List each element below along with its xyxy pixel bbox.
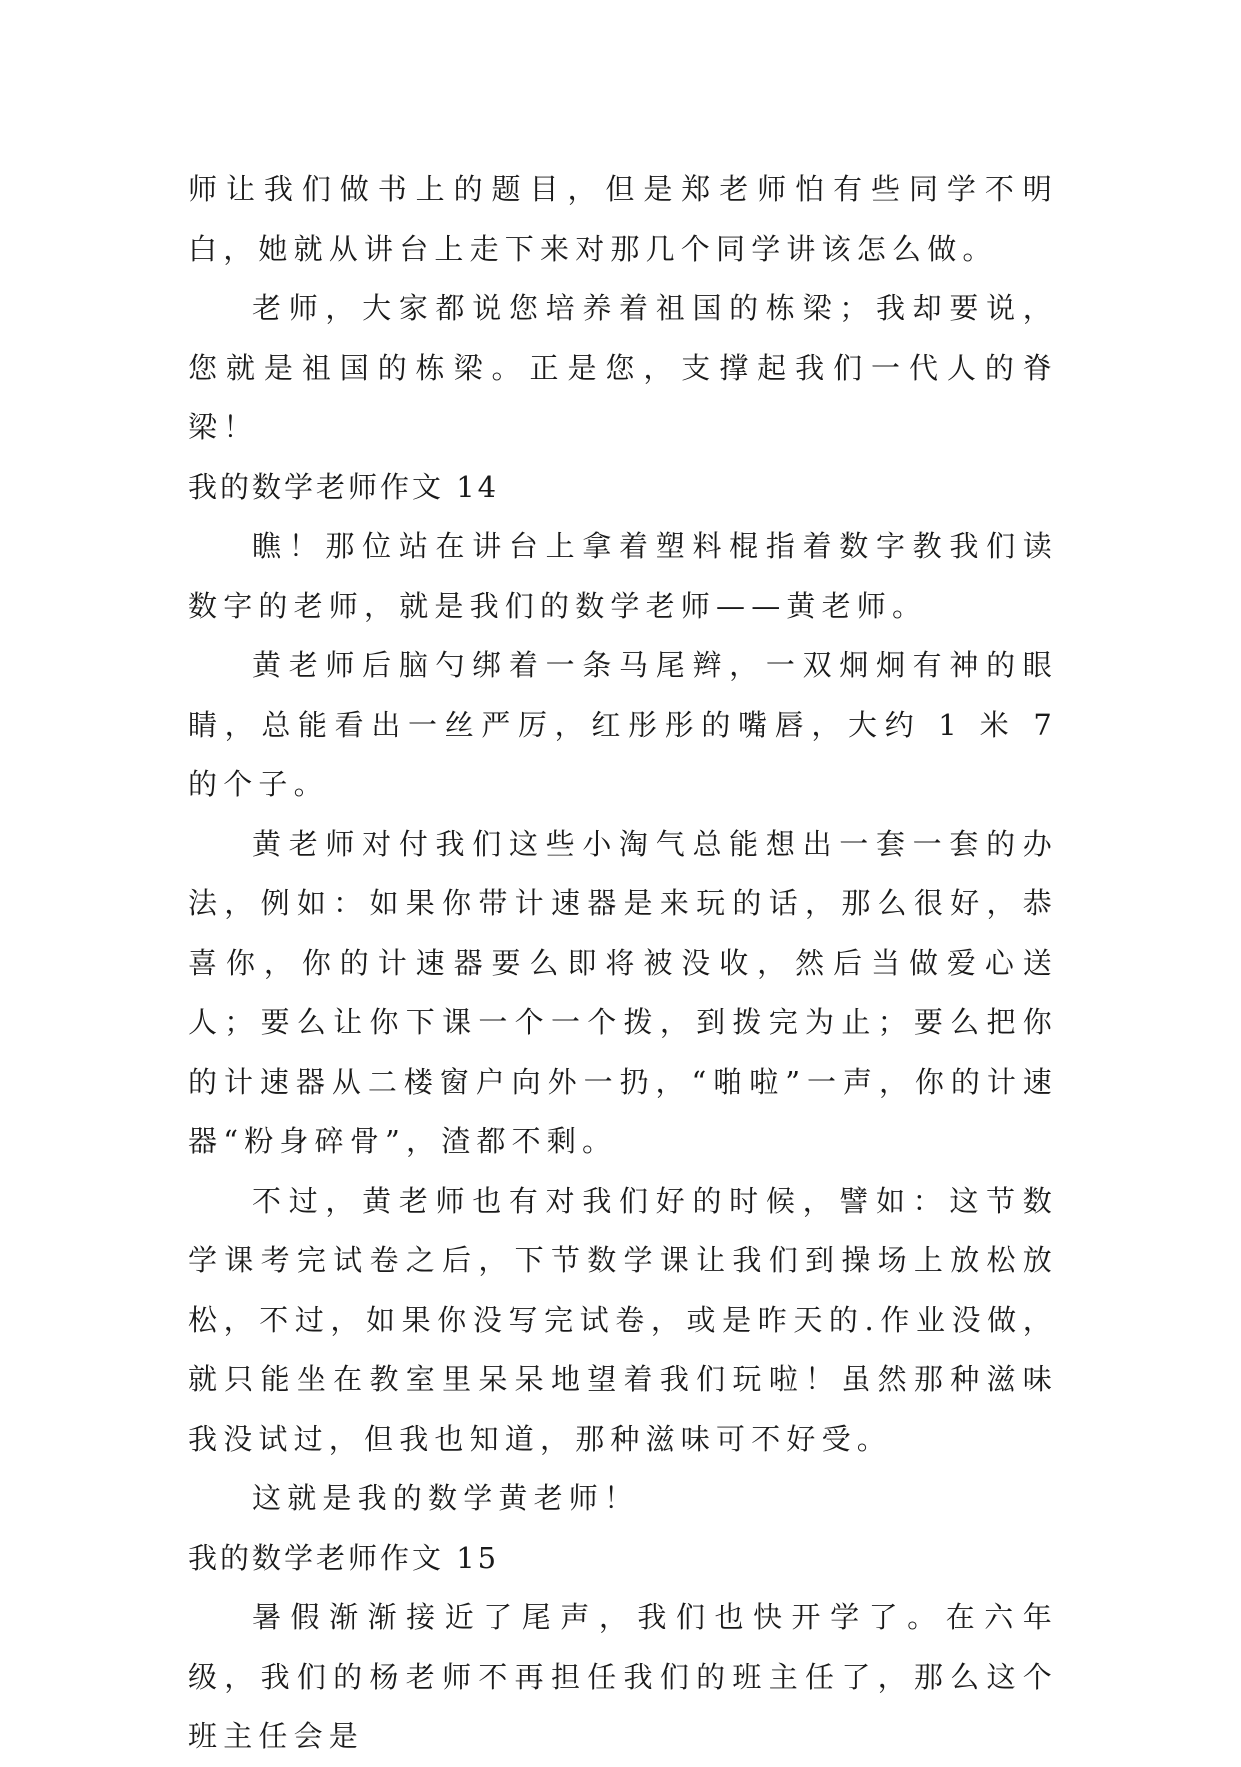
essay-heading: 我的数学老师作文 15 (188, 1540, 500, 1575)
paragraph: 这就是我的数学黄老师！ (252, 1481, 640, 1515)
paragraph: 瞧！那位站在讲台上拿着塑料棍指着数字教我们读数字的老师，就是我们的数学老师——黄老师。 (188, 529, 1058, 623)
document-body (188, 160, 1058, 1767)
paragraph: 黄老师对付我们这些小淘气总能想出一套一套的办法，例如：如果你带计速器是来玩的话，那么很好，恭喜你，你的计速器要么即将被没收，然后当做爱心送人；要么让你下课一个一个拨，到拨完为止；要么把你的计速器从二楼窗户向外一扔，“啪啦”一声，你的计速器“粉身碎骨”，渣都不剩。 (188, 826, 1058, 1158)
paragraph: 暑假渐渐接近了尾声，我们也快开学了。在六年级，我们的杨老师不再担任我们的班主任了，那么这个班主任会是 (188, 1600, 1058, 1753)
essay-heading: 我的数学老师作文 14 (188, 469, 500, 504)
paragraph: 老师，大家都说您培养着祖国的栋梁；我却要说，您就是祖国的栋梁。正是您，支撑起我们一代人的脊梁！ (188, 291, 1058, 444)
paragraph: 不过，黄老师也有对我们好的时候，譬如：这节数学课考完试卷之后，下节数学课让我们到操场上放松放松，不过，如果你没写完试卷，或是昨天的.作业没做，就只能坐在教室里呆呆地望着我们玩啦！虽然那种滋味我没试过，但我也知道，那种滋味可不好受。 (188, 1183, 1058, 1456)
paragraph: 黄老师后脑勺绑着一条马尾辫，一双炯炯有神的眼睛，总能看出一丝严厉，红彤彤的嘴唇，大约 1 米 7 的个子。 (188, 648, 1058, 801)
paragraph: 师让我们做书上的题目，但是郑老师怕有些同学不明白，她就从讲台上走下来对那几个同学讲该怎么做。 (188, 172, 1058, 266)
